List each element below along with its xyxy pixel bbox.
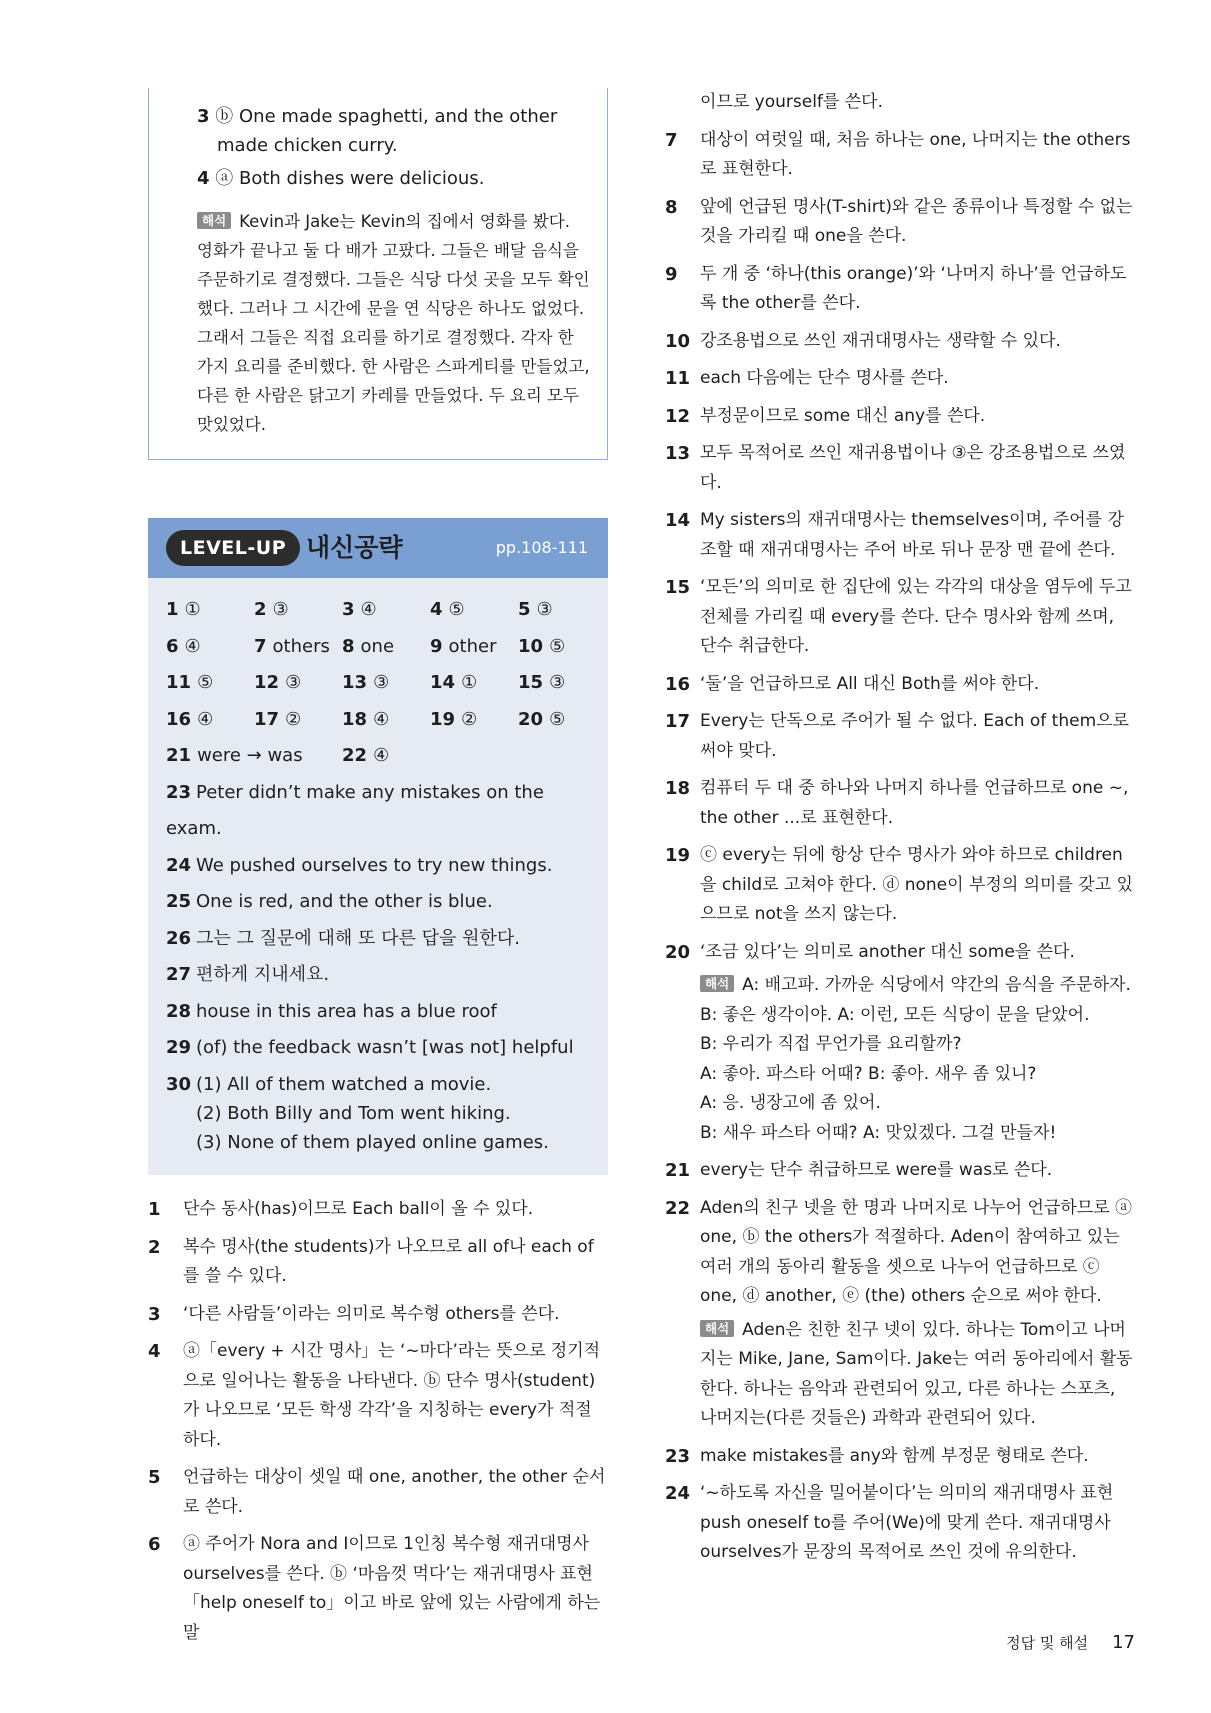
explanation-item: 1 단수 동사(has)이므로 Each ball이 올 수 있다.: [148, 1199, 534, 1220]
answer-cell: 7 others: [254, 635, 330, 657]
answer-row: 27 편하게 지내세요.: [166, 964, 330, 985]
explanation-item: 24 ‘~하도록 자신을 밀어붙이다’는 의미의 재귀대명사 표현 push oneself to를 주어(We)에 맞게 쓴다. 재귀대명사 ourselves가 문장의 목적어로 쓰인 것에 유의한다.: [665, 1483, 1114, 1562]
page-footer: [1006, 1632, 1135, 1653]
answer-cell: [254, 738, 342, 775]
answer-row: 29 (of) the feedback wasn’t [was not] helpful: [166, 1037, 574, 1058]
page-range: pp.108-111: [495, 538, 588, 557]
answer-cell: 18 ④: [342, 708, 390, 730]
explanation-item: 2 복수 명사(the students)가 나오므로 all of나 each of를 쓸 수 있다.: [148, 1236, 594, 1286]
answer-line: 3 ⓑ One made spaghetti, and the other made chicken curry.: [197, 106, 558, 156]
explanation-item: 23 make mistakes를 any와 함께 부정문 형태로 쓴다.: [665, 1445, 1089, 1467]
explanations-right-3: [665, 1442, 1135, 1568]
explanation-item: 12 부정문이므로 some 대신 any를 쓴다.: [665, 405, 986, 427]
answer-cell: 17 ②: [254, 708, 302, 730]
left-column: [148, 88, 608, 1648]
explanation-item: 4 ⓐ「every + 시간 명사」는 ‘~마다’라는 뜻으로 정기적으로 일어나는 활동을 나타낸다. ⓑ 단수 명사(student)가 나오므로 ‘모든 학생 각각’을 지칭하는 every가 적절하다.: [148, 1341, 601, 1450]
explanation-item: 8 앞에 언급된 명사(T-shirt)와 같은 종류이나 특정할 수 없는 것을 가리킬 때 one을 쓴다.: [665, 196, 1133, 246]
level-up-header: [148, 518, 608, 578]
explanations-left: [148, 1195, 608, 1648]
answer-cell: 13 ③: [342, 672, 390, 693]
answer-row: 23 Peter didn’t make any mistakes on the exam.: [166, 781, 544, 839]
answer-cell: 9 other: [430, 635, 497, 657]
dialogue-line: B: 좋은 생각이야. A: 이런, 모든 식당이 문을 닫았어.: [700, 1004, 1090, 1025]
answer-row: 26 그는 그 질문에 대해 또 다른 답을 원한다.: [166, 927, 520, 949]
explanation-item: 20 ‘조금 있다’는 의미로 another 대신 some을 쓴다.: [665, 941, 1075, 963]
explanation-item: 6 ⓐ 주어가 Nora and I이므로 1인칭 복수형 재귀대명사 ourselves를 쓴다. ⓑ ‘마음껏 먹다’는 재귀대명사 표현「help oneself to」이고 바로 앞에 있는 사람에게 하는 말: [148, 1534, 601, 1643]
answer-cell: 22 ④: [342, 745, 390, 766]
explanation-item: 19 ⓒ every는 뒤에 항상 단수 명사가 와야 하므로 children을 child로 고쳐야 한다. ⓓ none이 부정의 의미를 갖고 있으므로 not을 쓰지 않는다.: [665, 845, 1133, 924]
explanation-item: 15 ‘모든’의 의미로 한 집단에 있는 각각의 대상을 염두에 두고 전체를 가리킬 때 every를 쓴다. 단수 명사와 함께 쓰며, 단수 취급한다.: [665, 577, 1132, 656]
answer-cell: 16 ④: [166, 708, 214, 730]
level-up-answers: [148, 578, 608, 1175]
translation-22: 해석 Aden은 친한 친구 넷이 있다. 하나는 Tom이고 나머지는 Mike, Jane, Sam이다. Jake는 여러 동아리에서 활동한다. 하나는 음악과 관련되어 있고, 다른 하나는 스포츠, 나머지는(다른 것들은) 과학과 관련되어 있다.: [700, 1319, 1133, 1428]
answer-grid: [166, 592, 592, 775]
explanation-item: 13 모두 목적어로 쓰인 재귀용법이나 ③은 강조용법으로 쓰였다.: [665, 443, 1126, 493]
answer-cell: 21 were → was: [166, 745, 303, 766]
answer-cell: 19 ②: [430, 708, 478, 730]
answer-row: 24 We pushed ourselves to try new things.: [166, 854, 553, 876]
explanation-continuation: 이므로 yourself를 쓴다.: [700, 92, 883, 112]
dialogue-line: B: 새우 파스타 어때? A: 맛있겠다. 그걸 만들자!: [700, 1122, 1057, 1143]
answer-line: 4 ⓐ Both dishes were delicious.: [197, 168, 485, 189]
answer-row: 25 One is red, and the other is blue.: [166, 891, 493, 912]
dialogue-line: A: 응. 냉장고에 좀 있어.: [700, 1093, 881, 1113]
explanation-item: 14 My sisters의 재귀대명사는 themselves이며, 주어를 강조할 때 재귀대명사는 주어 바로 뒤나 문장 맨 끝에 쓴다.: [665, 510, 1124, 560]
explanation-item: 18 컴퓨터 두 대 중 하나와 나머지 하나를 언급하므로 one ~, the other ...로 표현한다.: [665, 778, 1129, 828]
level-up-badge: LEVEL-UP: [166, 530, 300, 566]
dialogue-line: B: 우리가 직접 무언가를 요리할까?: [700, 1034, 962, 1054]
answer-sub: (3) None of them played online games.: [196, 1132, 549, 1153]
answer-cell: 6 ④: [166, 635, 201, 657]
explanation-item: 7 대상이 여럿일 때, 처음 하나는 one, 나머지는 the others로 표현한다.: [665, 129, 1131, 179]
explanation-item: 17 Every는 단독으로 주어가 될 수 없다. Each of them으로 써야 맞다.: [665, 711, 1129, 761]
dialogue-translation: [665, 971, 1135, 1148]
explanations-right-2: [665, 1156, 1135, 1312]
page-number: 17: [1112, 1632, 1135, 1653]
explanation-item: 21 every는 단수 취급하므로 were를 was로 쓴다.: [665, 1160, 1053, 1181]
answer-cell: 10 ⑤: [518, 635, 566, 657]
long-answers: [166, 775, 592, 1104]
answer-cell: 8 one: [342, 635, 395, 657]
dialogue-line: 해석 A: 배고파. 가까운 식당에서 약간의 음식을 주문하자.: [700, 971, 1135, 1001]
answer-cell: 20 ⑤: [518, 708, 566, 730]
answer-box: [148, 88, 608, 460]
answer-row: 28 house in this area has a blue roof: [166, 1000, 497, 1022]
answer-sub: (2) Both Billy and Tom went hiking.: [196, 1103, 511, 1124]
explanation-item: 3 ‘다른 사람들’이라는 의미로 복수형 others를 쓴다.: [148, 1303, 560, 1325]
explanation-item: 22 Aden의 친구 넷을 한 명과 나머지로 나누어 언급하므로 ⓐ one, ⓑ the others가 적절하다. Aden이 참여하고 있는 여러 개의 동아리 활동을 셋으로 나누어 언급하므로 ⓒ one, ⓓ another, ⓔ (the) others 순으로 써야 한다.: [665, 1197, 1133, 1306]
answer-row: 30 (1) All of them watched a movie.: [166, 1073, 492, 1095]
explanation-item: 9 두 개 중 ‘하나(this orange)’와 ‘나머지 하나’를 언급하도록 the other를 쓴다.: [665, 263, 1127, 313]
answer-cell: 2 ③: [254, 599, 289, 620]
answer-cell: 5 ③: [518, 599, 553, 620]
explanation-item: 10 강조용법으로 쓰인 재귀대명사는 생략할 수 있다.: [665, 330, 1061, 352]
answer-cell: 1 ①: [166, 599, 201, 620]
translation-tag: 해석: [197, 212, 231, 229]
answer-cell: 14 ①: [430, 672, 478, 693]
explanation-item: 11 each 다음에는 단수 명사를 쓴다.: [665, 368, 949, 389]
answer-cell: 11 ⑤: [166, 672, 214, 693]
section-title: 내신공략: [306, 533, 403, 562]
explanation-item: 16 ‘둘’을 언급하므로 All 대신 Both를 써야 한다.: [665, 673, 1040, 695]
explanation-item: 5 언급하는 대상이 셋일 때 one, another, the other 순서로 쓴다.: [148, 1467, 606, 1517]
footer-label: 정답 및 해설: [1006, 1634, 1089, 1652]
dialogue-line: A: 좋아. 파스타 어때? B: 좋아. 새우 좀 있니?: [700, 1063, 1037, 1084]
explanations-right: [665, 126, 1135, 968]
translation: 해석 Kevin과 Jake는 Kevin의 집에서 영화를 봤다. 영화가 끝나고 둘 다 배가 고팠다. 그들은 배달 음식을 주문하기로 결정했다. 그들은 식당 다섯 곳을 모두 확인했다. 그러나 그 시간에 문을 연 식당은 하나도 없었다. 그래서 그들은 직접 요리를 하기로 결정했다. 각자 한 가지 요리를 준비했다. 한 사람은 스파게티를 만들었고, 다른 한 사람은 닭고기 카레를 만들었다. 두 요리 모두 맛있었다.: [197, 212, 590, 434]
answer-cell: 12 ③: [254, 672, 302, 693]
answer-cell: 3 ④: [342, 599, 377, 620]
answer-cell: 15 ③: [518, 672, 566, 693]
right-column: [665, 88, 1135, 1568]
answer-cell: 4 ⑤: [430, 599, 465, 620]
